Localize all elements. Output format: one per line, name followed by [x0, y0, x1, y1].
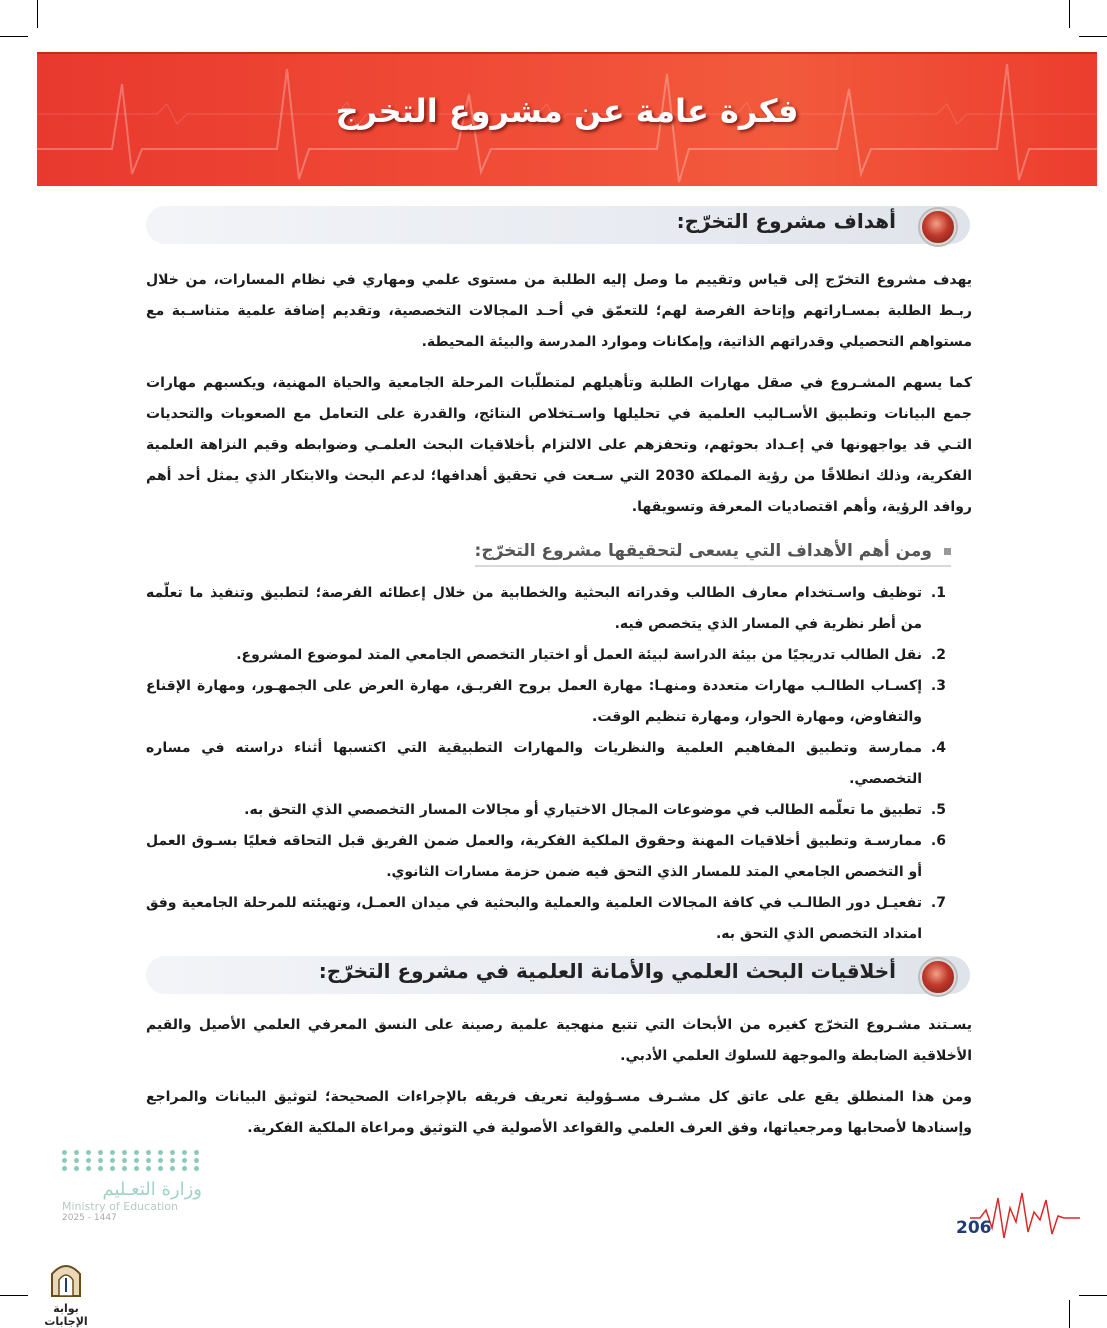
square-bullet-icon: [944, 548, 951, 555]
list-item: [146, 578, 946, 640]
goals-subheading-text: ومن أهم الأهداف التي يسعى لتحقيقها مشروع التخرّج:: [474, 541, 932, 561]
section-header-goals: [146, 206, 970, 244]
red-disc-icon: [920, 959, 956, 995]
page-title: فكرة عامة عن مشروع التخرج: [335, 92, 799, 130]
crop-mark: [0, 1295, 28, 1296]
dots-pattern-icon: [62, 1150, 202, 1171]
mosque-arch-icon: [46, 1258, 86, 1298]
crop-mark: [0, 36, 28, 37]
crop-mark: [1079, 1295, 1107, 1296]
ethics-paragraph: [146, 1010, 972, 1072]
page-number: 206: [956, 1218, 992, 1238]
ethics-paragraph: [146, 1082, 972, 1144]
list-text: ممارسة وتطبيق المفاهيم العلمية والنظريات والمهارات التطبيقية التي اكتسبها أثناء دراسته في مساره التخصصي.: [146, 740, 922, 787]
goals-list: [146, 578, 946, 950]
crop-mark: [1079, 36, 1107, 37]
list-item: [146, 795, 946, 826]
crop-mark: [1069, 0, 1070, 28]
crop-mark: [1069, 1300, 1070, 1328]
list-item: [146, 671, 946, 733]
ministry-logo: [62, 1150, 202, 1223]
paragraph: يسـتند مشـروع التخرّج كغيره من الأبحاث التي تتبع منهجية علمية رصينة على النسق المعرفي العلمي الأصيل والقيم الأخلاقية الضابطة والموجهة للسلوك العلمي الأدبي.: [146, 1017, 972, 1064]
list-number: 1.: [930, 585, 946, 601]
list-text: تفعيـل دور الطالـب في كافة المجالات العلمية والعملية والبحثية في ميدان العمـل، وتهيئته للمرحلة الجامعية وفق امتداد التخصص الذي التحق به.: [146, 895, 922, 942]
answers-portal-badge[interactable]: [30, 1258, 102, 1328]
list-number: 7.: [930, 895, 946, 911]
section-title: أخلاقيات البحث العلمي والأمانة العلمية في مشروع التخرّج:: [318, 959, 896, 983]
ministry-year: 2025 - 1447: [62, 1213, 117, 1223]
intro-paragraph: [146, 265, 972, 358]
section-title: أهداف مشروع التخرّج:: [676, 209, 896, 233]
list-text: تطبيق ما تعلّمه الطالب في موضوعات المجال الاختياري أو مجالات المسار التخصصي الذي التحق به.: [244, 802, 922, 818]
list-number: 3.: [930, 678, 946, 694]
ministry-name-ar: وزارة التعـليم: [102, 1179, 202, 1200]
crop-mark: [37, 0, 38, 28]
list-item: [146, 640, 946, 671]
list-item: [146, 826, 946, 888]
list-item: [146, 888, 946, 950]
list-item: [146, 733, 946, 795]
list-number: 2.: [930, 647, 946, 663]
list-text: ممارسـة وتطبيق أخلاقيات المهنة وحقوق الملكية الفكرية، والعمل ضمن الفريق قبل التحاقه فعليًا بسـوق العمل أو التخصص الجامعي المتد للمسار الذي التحق فيه ضمن حزمة مسارات الثانوي.: [146, 833, 922, 880]
list-number: 6.: [930, 833, 946, 849]
title-banner: [37, 52, 1097, 186]
section-header-ethics: [146, 956, 970, 994]
skills-paragraph: [146, 368, 972, 523]
paragraph: يهدف مشروع التخرّج إلى قياس وتقييم ما وصل إليه الطلبة من مستوى علمي ومهاري في نظام المسارات، من خلال ربـط الطلبة بمسـاراتهم وإتاحة الفرصة لهم؛ للتعمّق في أحـد المجالات التخصصية، وتقديم إضافة علمية متناسـبة مع مستواهم التحصيلي وقدراتهم الذاتية، وإمكانات وموارد المدرسة والبيئة المحيطة.: [146, 272, 972, 350]
goals-subheading: [475, 541, 951, 567]
list-text: إكسـاب الطالـب مهارات متعددة ومنهـا: مهارة العمل بروح الفريـق، مهارة العرض على الجمهـور، ومهارة الإقناع والتفاوض، ومهارة الحوار، ومهارة تنظيم الوقت.: [146, 678, 922, 725]
list-text: توظيف واسـتخدام معارف الطالب وقدراته البحثية والخطابية من خلال إعطائه الفرصة؛ لتطبيق وتنفيذ ما تعلّمه من أطر نظرية في المسار الذي يتخصص فيه.: [146, 585, 922, 632]
red-disc-icon: [920, 209, 956, 245]
paragraph: ومن هذا المنطلق يقع على عاتق كل مشـرف مسـؤولية تعريف فريقه بالإجراءات الصحيحة؛ لتوثيق البيانات والمراجع وإسنادها لأصحابها ومرجعياتها، وفق العرف العلمي والقواعد الأصولية في التوثيق ومراعاة الملكية الفكرية.: [146, 1089, 972, 1136]
list-number: 4.: [930, 740, 946, 756]
list-text: نقل الطالب تدريجيًا من بيئة الدراسة لبيئة العمل أو اختيار التخصص الجامعي المتد لموضوع المشروع.: [236, 647, 922, 663]
list-number: 5.: [930, 802, 946, 818]
ministry-name-en: Ministry of Education: [62, 1200, 179, 1213]
badge-label: بوابة الإجابات: [44, 1302, 88, 1328]
paragraph: كما يسهم المشـروع في صقل مهارات الطلبة وتأهيلهم لمتطلّبات المرحلة الجامعية والحياة المهنية، ويكسبهم مهارات جمع البيانات وتطبيق الأسـاليب العلمية في تحليلها واسـتخلاص النتائج، والقدرة على التعامل مع الصعوبات والتحديات التـي قد يواجهونها في إعـداد بحوثهم، وتحفزهم على الالتزام بأخلاقيات البحث العلمـي وضوابطه وقيم النزاهة العلمية الفكرية، وذلك انطلاقًا من رؤية المملكة 2030 التي سـعت في تحقيق أهدافها؛ لدعم البحث والابتكار الذي يمثل أحد أهم روافد الرؤية، وأهم اقتصاديات المعرفة وتسويقها.: [146, 375, 973, 515]
